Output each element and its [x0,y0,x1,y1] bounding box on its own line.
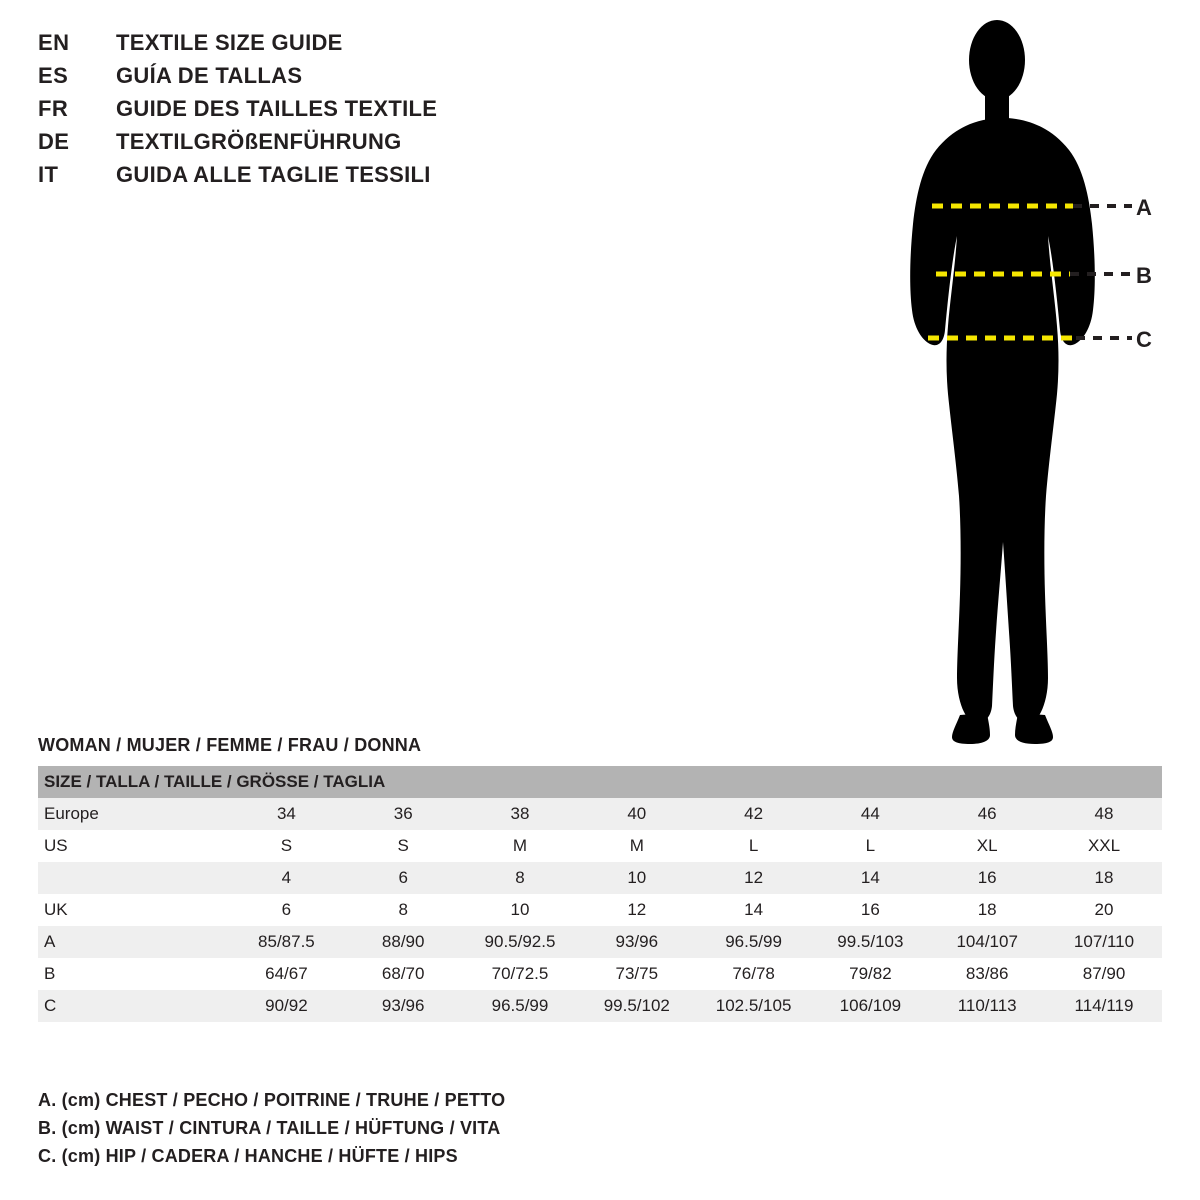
size-table [38,766,1162,1022]
table-cell: 99.5/103 [812,926,929,958]
title-lang-code: ES [38,63,69,88]
table-cell: 14 [812,862,929,894]
table-cell: 12 [695,862,812,894]
title-text: TEXTILE SIZE GUIDE [116,30,343,55]
table-cell: 48 [1046,798,1163,830]
table-cell: 73/75 [578,958,695,990]
measurement-legend [38,1090,738,1174]
measure-label-b: B [1136,263,1152,288]
row-label: C [38,990,228,1022]
table-cell: 38 [462,798,579,830]
table-cell: 87/90 [1046,958,1163,990]
title-lang-code: IT [38,162,59,187]
table-cell: L [695,830,812,862]
table-cell: 85/87.5 [228,926,345,958]
table-cell: M [578,830,695,862]
table-cell: 6 [345,862,462,894]
table-cell: 88/90 [345,926,462,958]
measure-label-c: C [1136,327,1152,352]
table-cell: 96.5/99 [462,990,579,1022]
table-cell: XL [929,830,1046,862]
table-cell: 8 [462,862,579,894]
table-cell: S [345,830,462,862]
table-cell: M [462,830,579,862]
title-text: TEXTILGRÖßENFÜHRUNG [116,129,402,154]
table-row [38,798,1162,830]
table-cell: 110/113 [929,990,1046,1022]
table-cell: 16 [929,862,1046,894]
table-cell: 90.5/92.5 [462,926,579,958]
title-row [38,96,598,129]
table-cell: 106/109 [812,990,929,1022]
table-header-row [38,766,1162,798]
table-cell: 16 [812,894,929,926]
table-row [38,926,1162,958]
table-cell: 83/86 [929,958,1046,990]
table-cell: L [812,830,929,862]
legend-hip: C. (cm) HIP / CADERA / HANCHE / HÜFTE / HIPS [38,1146,458,1166]
legend-waist: B. (cm) WAIST / CINTURA / TAILLE / HÜFTUNG / VITA [38,1118,501,1138]
table-cell: 90/92 [228,990,345,1022]
row-label: US [38,830,228,862]
table-cell: 104/107 [929,926,1046,958]
title-lang-code: DE [38,129,70,154]
table-cell: 99.5/102 [578,990,695,1022]
table-cell: 10 [462,894,579,926]
table-cell: 93/96 [578,926,695,958]
table-cell: 44 [812,798,929,830]
section-heading: WOMAN / MUJER / FEMME / FRAU / DONNA [38,735,422,755]
table-cell: 34 [228,798,345,830]
table-row [38,990,1162,1022]
table-cell: 68/70 [345,958,462,990]
table-cell: 20 [1046,894,1163,926]
table-cell: 42 [695,798,812,830]
title-lang-code: FR [38,96,69,121]
table-cell: 12 [578,894,695,926]
table-cell: 114/119 [1046,990,1163,1022]
table-cell: 36 [345,798,462,830]
row-label: A [38,926,228,958]
title-row [38,63,598,96]
body-measurement-figure [860,10,1190,750]
title-text: GUÍA DE TALLAS [116,63,303,88]
table-cell: 93/96 [345,990,462,1022]
title-row [38,30,598,63]
table-cell: 76/78 [695,958,812,990]
table-row [38,830,1162,862]
table-cell: 10 [578,862,695,894]
row-label: Europe [38,798,228,830]
table-cell: 14 [695,894,812,926]
size-guide-title-block [38,30,598,195]
table-cell: 4 [228,862,345,894]
table-cell: S [228,830,345,862]
row-label [38,862,228,894]
table-row [38,958,1162,990]
row-label: B [38,958,228,990]
table-cell: 102.5/105 [695,990,812,1022]
table-cell: 79/82 [812,958,929,990]
table-row [38,894,1162,926]
table-cell: 6 [228,894,345,926]
row-label: UK [38,894,228,926]
measure-label-a: A [1136,195,1152,220]
title-row [38,162,598,195]
table-cell: 8 [345,894,462,926]
table-cell: 96.5/99 [695,926,812,958]
table-cell: 70/72.5 [462,958,579,990]
table-cell: 18 [1046,862,1163,894]
title-text: GUIDE DES TAILLES TEXTILE [116,96,438,121]
legend-chest: A. (cm) CHEST / PECHO / POITRINE / TRUHE / PETTO [38,1090,506,1110]
female-silhouette-icon [860,10,1190,750]
title-lang-code: EN [38,30,70,55]
table-header-label: SIZE / TALLA / TAILLE / GRÖSSE / TAGLIA [38,766,1162,798]
table-cell: 40 [578,798,695,830]
title-text: GUIDA ALLE TAGLIE TESSILI [116,162,431,187]
table-cell: XXL [1046,830,1163,862]
title-row [38,129,598,162]
table-cell: 64/67 [228,958,345,990]
table-cell: 46 [929,798,1046,830]
size-table-section [38,735,1162,1022]
table-cell: 18 [929,894,1046,926]
table-row [38,862,1162,894]
table-cell: 107/110 [1046,926,1163,958]
